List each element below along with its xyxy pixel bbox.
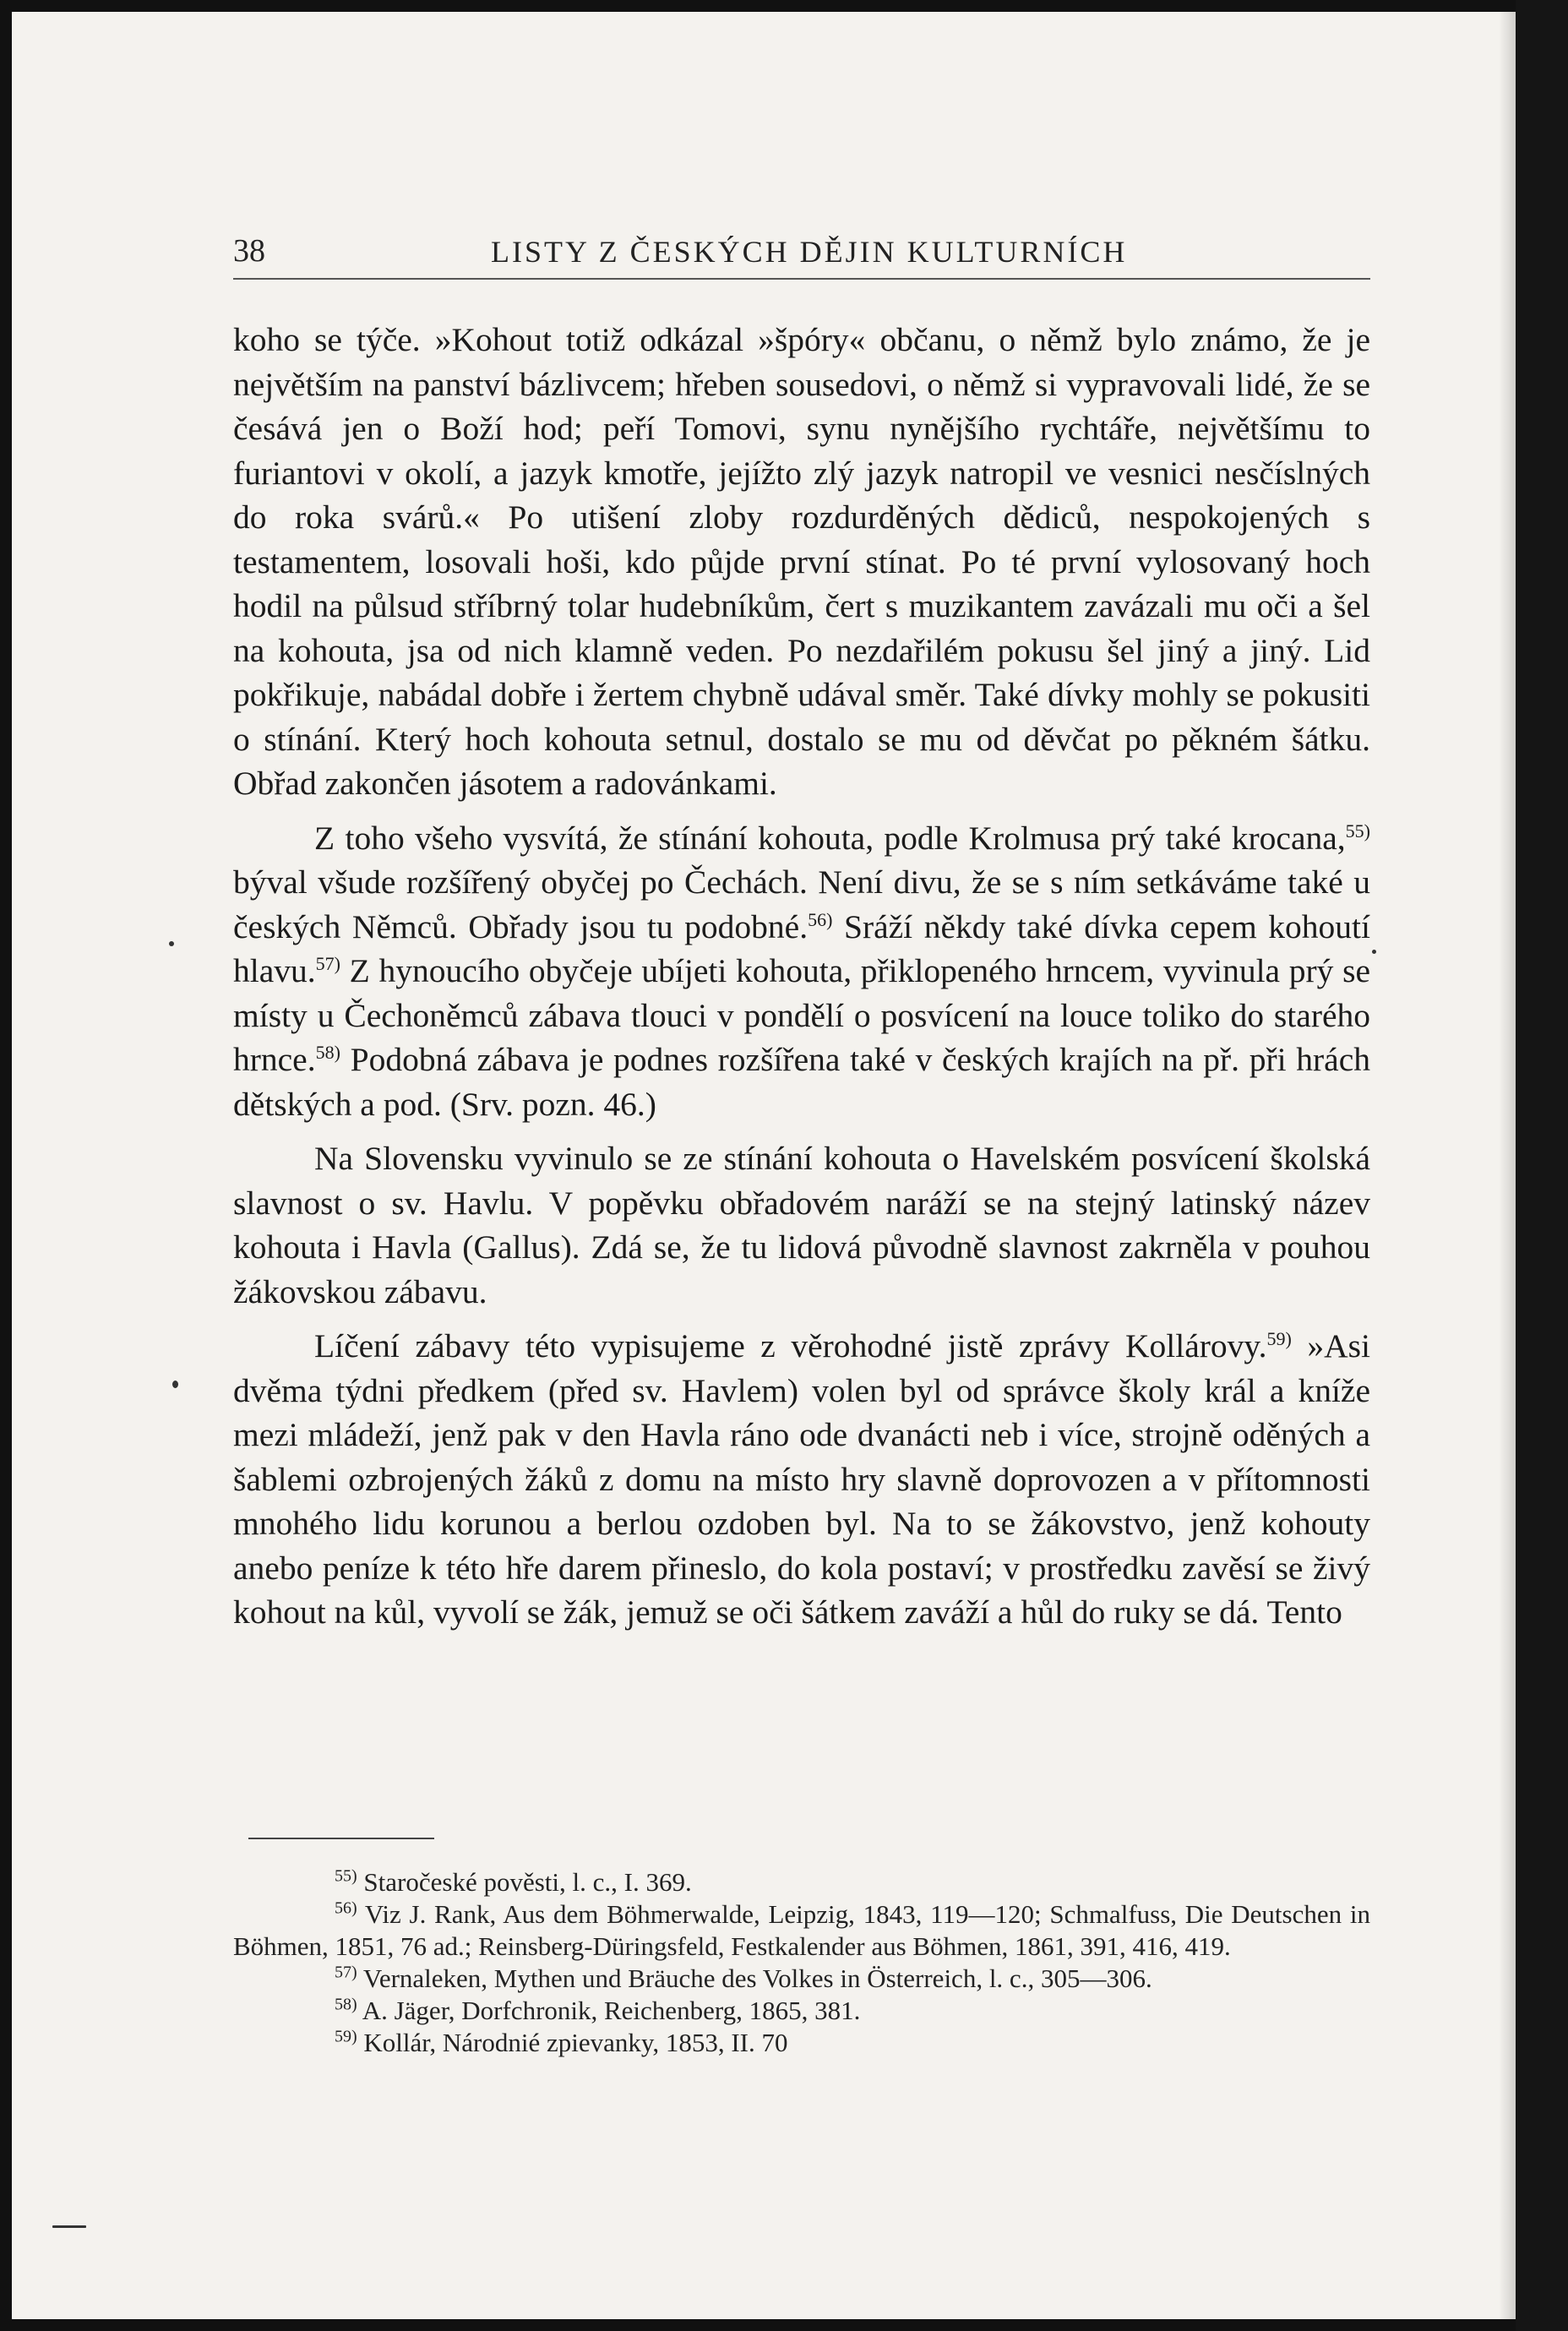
header-title: LISTY Z ČESKÝCH DĚJIN KULTURNÍCH xyxy=(491,235,1128,269)
scan-border xyxy=(1516,0,1568,2331)
book-page xyxy=(12,12,1516,2319)
running-head xyxy=(233,227,1370,280)
footnote xyxy=(233,1898,1370,1963)
page-edge-shadow xyxy=(1499,12,1516,2319)
footnote-text: A. Jäger, Dorfchronik, Reichenberg, 1865, 381. xyxy=(362,1996,861,2025)
footnote-text: Staročeské pověsti, l. c., I. 369. xyxy=(363,1867,692,1897)
page-number: 38 xyxy=(233,233,265,269)
text-segment: Sráží někdy také dívka cepem kohoutí hlavu. xyxy=(233,907,1370,989)
footnote-separator xyxy=(248,1838,434,1839)
text-segment: Líčení zábavy této vypisujeme z věrohodné jistě zprávy Kollárovy. xyxy=(314,1327,1267,1364)
scan-speck xyxy=(172,1381,178,1388)
footnote-reference: 58) xyxy=(315,1041,340,1063)
footnote-mark: 58) xyxy=(335,1995,357,2014)
footnote-text: Viz J. Rank, Aus dem Böhmerwalde, Leipzig, 1843, 119—120; Schmalfuss, Die Deutschen in Böhmen, 1851, 76 ad.; Reinsberg-Düringsfeld, Festkalender aus Böhmen, 1861, 391, 416, 419. xyxy=(233,1899,1370,1961)
paragraph xyxy=(233,816,1370,1127)
text-segment: Z hynoucího obyčeje ubíjeti kohouta, přiklopeného hrncem, vyvinula prý se místy u Čechoněmců zábava tlouci v pondělí o posvícení na louce toliko do starého hrnce. xyxy=(233,952,1370,1078)
footnote-mark: 57) xyxy=(335,1963,357,1982)
paragraph: Na Slovensku vyvinulo se ze stínání kohouta o Havelském posvícení školská slavnost o sv. Havlu. V popěvku obřadovém naráží se na stejný latinský název kohouta i Havla (Gallus). Zdá se, že tu lidová původně slavnost zakrněla v pouhou žákovskou zábavu. xyxy=(233,1140,1370,1310)
footnotes xyxy=(233,1866,1370,2059)
scan-speck xyxy=(169,941,174,946)
paragraph: koho se týče. »Kohout totiž odkázal »špóry« občanu, o němž bylo známo, že je největším na panství bázlivcem; hřeben sousedovi, o němž si vypravovali lidé, že se česává jen o Boží hod; peří Tomovi, synu nynějšího rychtáře, největšímu to furiantovi v okolí, a jazyk kmotře, jejížto zlý jazyk natropil ve vesnici nesčíslných do roka svárů.« Po utišení zloby rozdurděných dědiců, nespokojených s testamentem, losovali hoši, kdo půjde první stínat. Po té první vylosovaný hoch hodil na půlsud stříbrný tolar hudebníkům, čert s muzikantem zavázali mu oči a šel na kohouta, jsa od nich klamně veden. Po nezdařilém pokusu šel jiný a jiný. Lid pokřikuje, nabádal dobře i žertem chybně udával směr. Také dívky mohly se pokusiti o stínání. Který hoch kohouta setnul, dostalo se mu od děvčat po pěkném šátku. Obřad zakončen jásotem a radovánkami. xyxy=(233,321,1370,802)
footnote xyxy=(233,1963,1370,1995)
footnote xyxy=(233,2027,1370,2059)
footnote-text: Kollár, Národnié zpievanky, 1853, II. 70 xyxy=(363,2028,788,2057)
footnote-mark: 55) xyxy=(335,1866,357,1886)
footnote-text: Vernaleken, Mythen und Bräuche des Volkes in Österreich, l. c., 305—306. xyxy=(362,1963,1152,1993)
footnote xyxy=(233,1866,1370,1898)
footnote-reference: 57) xyxy=(315,952,340,974)
footnote-mark: 59) xyxy=(335,2027,357,2046)
text-segment: býval všude rozšířený obyčej po Čechách. Není divu, že se s ním setkáváme také u českých Němců. Obřady jsou tu podobné. xyxy=(233,863,1370,945)
footnote-mark: 56) xyxy=(335,1898,357,1918)
text-segment: Z toho všeho vysvítá, že stínání kohouta, podle Krolmusa prý také krocana, xyxy=(314,819,1346,857)
footnote-reference: 55) xyxy=(1345,820,1370,841)
footnote-reference: 59) xyxy=(1266,1327,1292,1349)
scan-speck xyxy=(52,2225,86,2228)
text-segment: »Asi dvěma týdni předkem (před sv. Havlem) volen byl od správce školy král a kníže mezi mládeží, jenž pak v den Havla ráno ode dvanácti neb i více, strojně oděných a šablemi ozbrojených žáků z domu na místo hry slavně doprovozen a v přítomnosti mnohého lidu korunou a berlou ozdoben byl. Na to se žákovstvo, jenž kohouty anebo peníze k této hře darem přineslo, do kola postaví; v prostředku zavěsí se živý kohout na kůl, vyvolí se žák, jemuž se oči šátkem zaváží a hůl do ruky se dá. Tento xyxy=(233,1327,1371,1631)
text-segment: Podobná zábava je podnes rozšířena také v českých krajích na př. při hrách dětských a pod. (Srv. pozn. 46.) xyxy=(233,1041,1370,1123)
footnote-reference: 56) xyxy=(808,908,833,930)
paragraph xyxy=(233,1324,1370,1635)
scan-speck xyxy=(1372,950,1376,954)
footnote xyxy=(233,1995,1370,2027)
body-text xyxy=(233,318,1370,1645)
